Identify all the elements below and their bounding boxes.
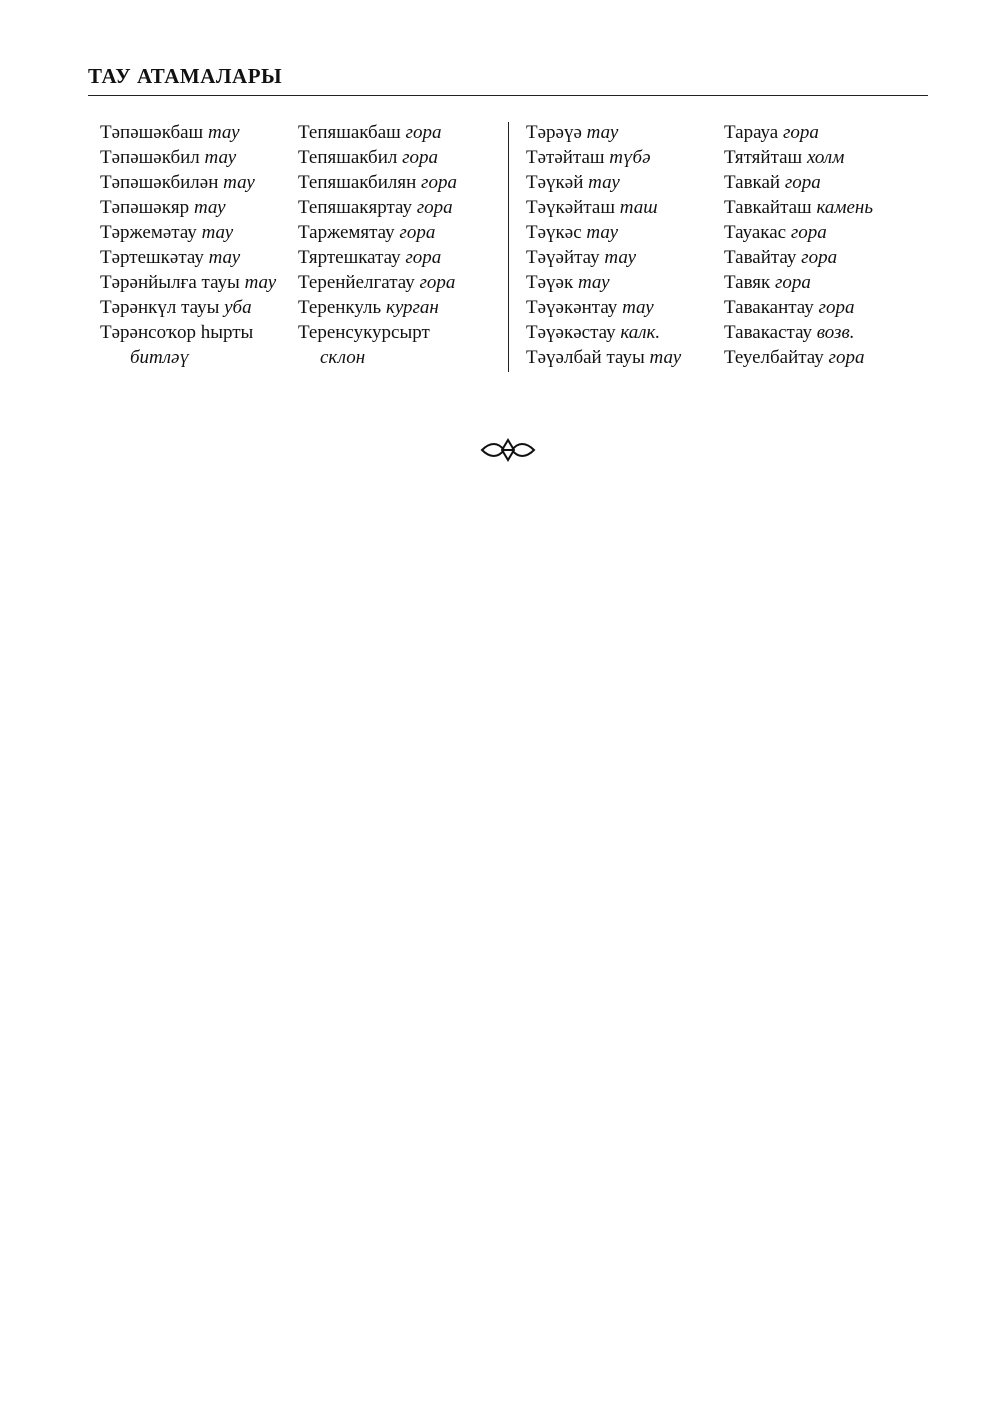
entry-term: Тәпәшәкбил [100, 147, 205, 168]
entry-gloss: тау [588, 172, 620, 193]
entry-term: Тепяшакяртау [298, 197, 417, 218]
header-rule [88, 95, 928, 96]
entry-gloss: гора [784, 172, 821, 193]
entry-row [298, 220, 457, 245]
entry-gloss: камень [816, 197, 873, 218]
entry-gloss: гора [828, 347, 865, 368]
entry-row [724, 120, 873, 145]
entry-term: Тәржемәтау [100, 222, 202, 243]
entry-gloss: түбә [609, 147, 651, 168]
entry-gloss: гора [790, 222, 827, 243]
entry-term: Тавкай [724, 172, 785, 193]
entry-row [298, 195, 457, 220]
entry-row [100, 220, 276, 245]
entry-term: Теренйелгатау [298, 272, 420, 293]
column-russian-right [724, 120, 873, 370]
column-divider [508, 122, 509, 372]
entry-row [724, 145, 873, 170]
entry-term: Тәрәүә [526, 122, 587, 143]
entry-gloss: гора [405, 247, 442, 268]
entry-term: Тәүкәс [526, 222, 587, 243]
entry-term: Тәрәнкүл тауы [100, 297, 225, 318]
entry-row [298, 320, 457, 370]
column-bashkir-right [526, 120, 681, 370]
entry-row [724, 320, 873, 345]
entry-term: Теуелбайтау [724, 347, 829, 368]
entry-gloss: тау [649, 347, 682, 368]
entry-gloss: тау [204, 147, 237, 168]
entry-row [526, 320, 681, 345]
entry-gloss: тау [207, 122, 240, 143]
entry-term: Тәпәшәкяр [100, 197, 194, 218]
entry-gloss: тау [201, 222, 234, 243]
entry-row [298, 145, 457, 170]
entry-gloss: тау [577, 272, 610, 293]
entry-gloss: гора [421, 172, 457, 193]
entry-row [526, 245, 681, 270]
entry-row [724, 345, 873, 370]
entry-row [298, 245, 457, 270]
entry-gloss-continued: битләү [130, 347, 189, 368]
entry-term: Тәүәкәстау [526, 322, 621, 343]
entry-term: Тәрәнйылға тауы [100, 272, 245, 293]
entry-term: Теренкуль [298, 297, 386, 318]
entry-term: Тәүәкәнтау [526, 297, 623, 318]
entry-gloss: гора [416, 197, 453, 218]
entry-row [526, 120, 681, 145]
entry-row [100, 270, 276, 295]
entry-row [298, 170, 457, 195]
entry-gloss: уба [224, 297, 252, 318]
entry-gloss: тау [586, 222, 619, 243]
entry-row [298, 120, 457, 145]
entry-gloss: гора [419, 272, 456, 293]
entry-term: Таржемятау [298, 222, 400, 243]
entry-row [724, 195, 873, 220]
fleuron-ornament-icon [480, 438, 536, 462]
entry-term: Тәпәшәкбаш [100, 122, 208, 143]
entry-gloss: гора [775, 272, 811, 293]
entry-row [100, 295, 276, 320]
entry-gloss: гора [801, 247, 838, 268]
entry-row [298, 295, 457, 320]
entry-term: Тәрәнсоҡор һырты [100, 322, 254, 343]
entry-term: Тәүкәйташ [526, 197, 620, 218]
entry-row [526, 145, 681, 170]
entry-row [100, 320, 276, 370]
entry-gloss: тау [622, 297, 654, 318]
entry-gloss: гора [399, 222, 436, 243]
entry-term: Тятяйташ [724, 147, 807, 168]
entry-term: Тепяшакбилян [298, 172, 422, 193]
entry-term: Тәпәшәкбилән [100, 172, 224, 193]
entry-gloss: калк. [620, 322, 661, 343]
entry-row [100, 245, 276, 270]
entry-term: Тәртешкәтау [100, 247, 209, 268]
entry-term: Тәүәк [526, 272, 578, 293]
entry-row [526, 195, 681, 220]
entry-term: Тарауа [724, 122, 783, 143]
entry-row [724, 270, 873, 295]
entry-row [724, 170, 873, 195]
entry-gloss: тау [223, 172, 255, 193]
entry-term: Тавайтау [724, 247, 802, 268]
entry-gloss: тау [193, 197, 226, 218]
entry-term: Тавкайташ [724, 197, 817, 218]
entry-row [298, 270, 457, 295]
entry-term: Тепяшакбил [298, 147, 403, 168]
entry-row [100, 195, 276, 220]
column-russian-left [298, 120, 457, 370]
entry-term: Тяртешкатау [298, 247, 406, 268]
entry-gloss-continued: склон [320, 347, 366, 368]
entry-gloss: гора [405, 122, 442, 143]
entry-gloss: курган [385, 297, 439, 318]
entry-row [724, 220, 873, 245]
entry-gloss: гора [782, 122, 819, 143]
entry-gloss: холм [806, 147, 845, 168]
entry-row [526, 295, 681, 320]
entry-gloss: возв. [816, 322, 855, 343]
page-title: ТАУ АТАМАЛАРЫ [88, 64, 283, 88]
entry-term: Тепяшакбаш [298, 122, 406, 143]
entry-row [724, 295, 873, 320]
entry-row [100, 170, 276, 195]
entry-term: Тауакас [724, 222, 791, 243]
entry-term: Тәтәйташ [526, 147, 610, 168]
entry-row [526, 270, 681, 295]
column-bashkir-left [100, 120, 276, 370]
entry-row [724, 245, 873, 270]
entry-gloss: таш [619, 197, 658, 218]
entry-row [100, 120, 276, 145]
entry-gloss: тау [244, 272, 277, 293]
entry-term: Теренсукурсырт [298, 322, 430, 343]
entry-row [526, 170, 681, 195]
entry-gloss: тау [586, 122, 619, 143]
entry-term: Тавакантау [724, 297, 819, 318]
entry-gloss: гора [402, 147, 439, 168]
entry-row [526, 220, 681, 245]
entry-term: Тәүкәй [526, 172, 589, 193]
entry-row [100, 145, 276, 170]
entry-gloss: тау [604, 247, 637, 268]
entry-gloss: гора [818, 297, 855, 318]
entry-term: Тавяк [724, 272, 776, 293]
entry-gloss: тау [208, 247, 241, 268]
entry-term: Тәүәлбай тауы [526, 347, 650, 368]
entry-row [526, 345, 681, 370]
entry-term: Тәүәйтау [526, 247, 605, 268]
entry-term: Тавакастау [724, 322, 817, 343]
